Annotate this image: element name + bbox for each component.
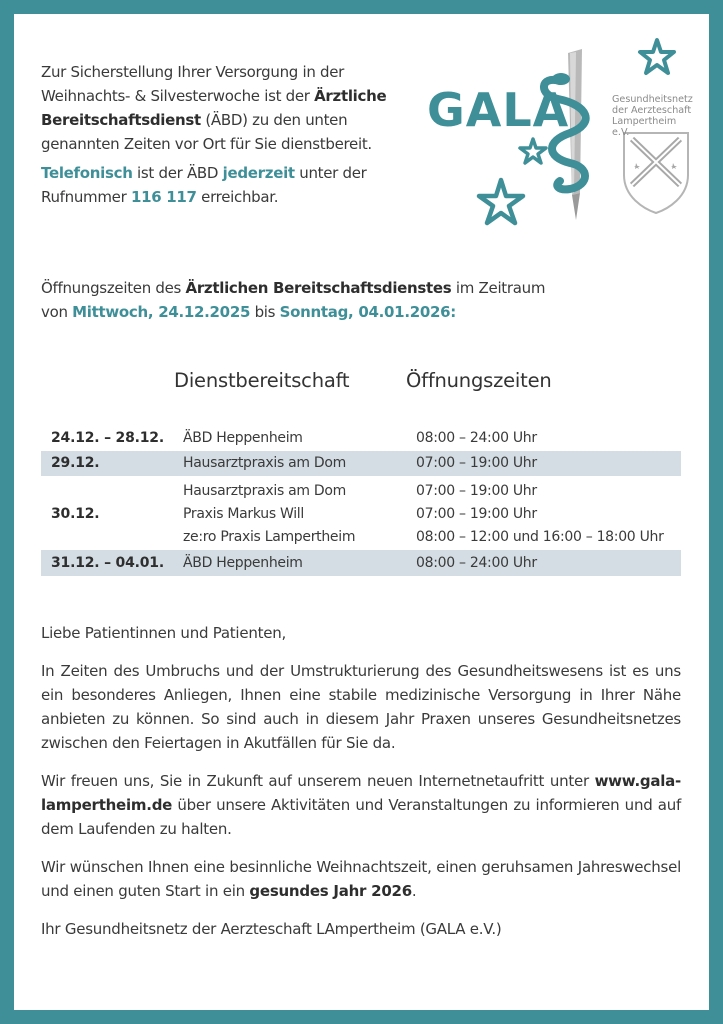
row-service: ze:ro Praxis Lampertheim [183,529,356,545]
logo-org-name [612,94,693,138]
intro-text [41,60,426,209]
row-hours: 08:00 – 24:00 Uhr [416,555,537,571]
period-text-a: Öffnungszeiten des [41,279,186,297]
period-text-c: im Zeitraum [451,279,546,297]
period-service-name: Ärztlichen Bereitschaftsdienstes [185,279,452,297]
star-icon [520,139,546,163]
row-date: 29.12. [51,455,100,471]
row-service: Hausarztpraxis am Dom [183,455,346,471]
table-row [41,480,681,548]
row-hours: 07:00 – 19:00 Uhr [416,483,537,499]
body-paragraph: In Zeiten des Umbruchs und der Umstrukturierung des Gesundheitswesens ist es uns ein besonderes Anliegen, Ihnen eine stabile medizinische Versorgung in Ihrer Nähe anbieten zu können. So sind auch in diesem Jahr Praxen unseres Gesundheitsnetzes zwischen den Feiertagen in Akutfällen für Sie da. [41,662,681,752]
coat-of-arms-icon [624,133,688,213]
row-service: ÄBD Heppenheim [183,430,303,446]
logo-name: GALA [427,83,570,137]
logo-org-line: Lampertheim e.V. [612,116,677,138]
intro-service-name: Ärztliche Bereitschaftsdienst [41,87,387,129]
row-hours: 07:00 – 19:00 Uhr [416,506,537,522]
phone-paragraph [41,161,426,209]
period-line-2 [41,300,681,324]
period-text-d: von [41,303,73,321]
row-hours: 07:00 – 19:00 Uhr [416,455,537,471]
table-row [41,427,681,449]
phone-text-1: ist der ÄBD [132,164,223,182]
phone-highlight: Telefonisch [41,164,133,182]
website-link[interactable]: www.gala-lampertheim.de [41,772,681,814]
phone-text-2: unter der Rufnummer [41,164,367,206]
logo-org-line: der Aerzteschaft [612,105,692,116]
phone-text-3: erreichbar. [196,188,279,206]
intro-text-2: (ÄBD) zu den unten genannten Zeiten vor Ort für Sie dienstbereit. [41,111,372,153]
star-icon [640,40,674,73]
body-paragraph [41,769,681,841]
letter-body [41,621,681,955]
row-service: Praxis Markus Will [183,506,304,522]
gala-logo [420,35,693,245]
row-date: 24.12. – 28.12. [51,430,164,446]
row-hours: 08:00 – 12:00 und 16:00 – 18:00 Uhr [416,529,664,545]
row-date: 30.12. [51,506,100,522]
column-header-service: Dienstbereitschaft [174,369,350,392]
body-paragraph [41,855,681,903]
star-icon [479,180,523,223]
greeting: Liebe Patientinnen und Patienten, [41,624,286,642]
intro-text-1: Zur Sicherstellung Ihrer Versorgung in der Weihnachts- & Silvesterwoche ist der [41,63,345,105]
closing: Ihr Gesundheitsnetz der Aerzteschaft LAmpertheim (GALA e.V.) [41,920,502,938]
body-text: Wir freuen uns, Sie in Zukunft auf unserem neuen Internetnetaufritt unter [41,772,595,790]
body-highlight: gesundes Jahr 2026 [249,882,412,900]
anytime-highlight: jederzeit [222,164,295,182]
period-end-date: Sonntag, 04.01.2026: [279,303,456,321]
row-date: 31.12. – 04.01. [51,555,164,571]
body-text: Wir wünschen Ihnen eine besinnliche Weihnachtszeit, einen geruhsamen Jahreswechsel und einen guten Start in ein [41,858,681,900]
column-header-hours: Öffnungszeiten [406,369,552,392]
phone-number: 116 117 [130,188,197,206]
row-hours: 08:00 – 24:00 Uhr [416,430,537,446]
period-line-1 [41,276,681,300]
row-service: Hausarztpraxis am Dom [183,483,346,499]
body-text: . [411,882,417,900]
body-text: über unsere Aktivitäten und Veranstaltungen zu informieren und auf dem Laufenden zu halten. [41,796,681,838]
table-row [41,451,681,476]
period-text-f: bis [250,303,280,321]
period-start-date: Mittwoch, 24.12.2025 [72,303,251,321]
period-text [41,276,681,324]
logo-org-line: Gesundheitsnetz [612,94,693,105]
intro-paragraph [41,60,426,156]
table-row [41,550,681,576]
row-service: ÄBD Heppenheim [183,555,303,571]
